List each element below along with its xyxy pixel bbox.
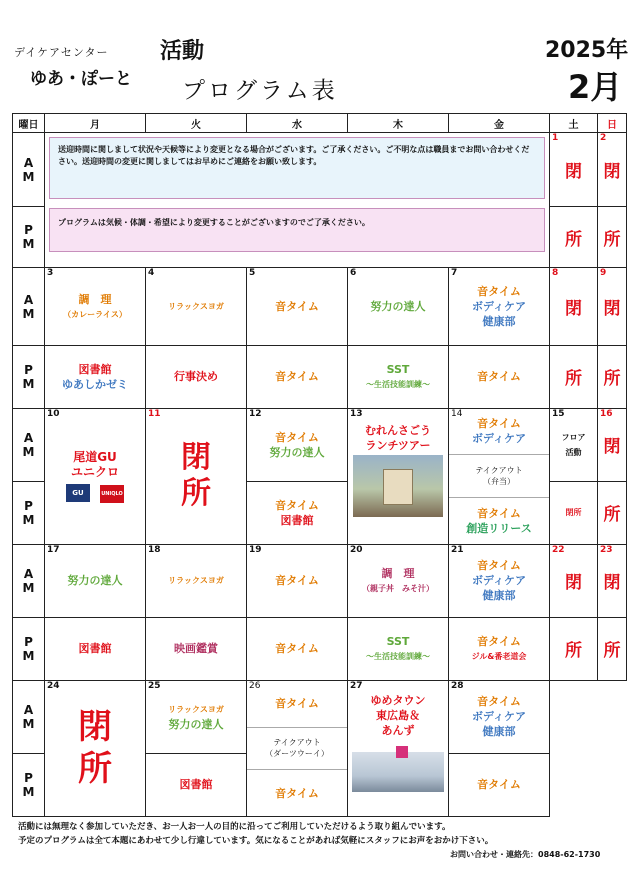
w4-tue-pm: 映画鑑賞 <box>146 617 247 680</box>
header-tue: 火 <box>146 114 247 133</box>
w3-sun-pm: 所 <box>598 481 627 544</box>
pm-label: P M <box>13 481 45 544</box>
am-label: A M <box>13 544 45 617</box>
w3-wed-pm: 音タイム 図書館 <box>247 481 348 544</box>
w2-sun-am: 9 閉 <box>598 268 627 345</box>
w2-mon-pm: 図書館 ゆあしかゼミ <box>45 345 146 408</box>
w5-fri-am: 28 音タイム ボディケア 健康部 <box>449 680 550 753</box>
w3-mon: 10 尾道GU ユニクロ GU UNIQLO <box>45 408 146 544</box>
w3-fri: 14 音タイム ボディケア テイクアウト （弁当） 音タイム 創造リリース <box>449 408 550 544</box>
w5-mon-closed: 24 閉 所 <box>45 680 146 816</box>
am-label: A M <box>13 133 45 207</box>
year-label: 2025年 <box>545 38 629 63</box>
notice-pink: プログラムは気候・体調・希望により変更することがございますのでご了承ください。 <box>49 208 545 252</box>
w4-wed-pm: 音タイム <box>247 617 348 680</box>
month-label: 2月 <box>568 68 623 106</box>
header-mon: 月 <box>45 114 146 133</box>
w4-wed-am: 19 音タイム <box>247 544 348 617</box>
notice-blue: 送迎時間に関しまして状況や天候等により変更となる場合がございます。ご了承ください。ご不明な点は職員までお問い合わせください。送迎時間の変更に関しましてはお早めにご連絡をお願い致します。 <box>49 137 545 199</box>
w2-fri-am: 7 音タイム ボディケア 健康部 <box>449 268 550 345</box>
w4-sun-pm: 所 <box>598 617 627 680</box>
w5-empty <box>550 680 627 816</box>
w4-tue-am: 18 リラックスヨガ <box>146 544 247 617</box>
w3-thu: 13 むれんさごう ランチツアー <box>348 408 449 544</box>
w3-sat-am: 15 フロア 活動 <box>550 408 598 481</box>
pm-label: P M <box>13 207 45 268</box>
lunch-photo <box>353 455 443 517</box>
gu-logo: GU <box>66 484 90 502</box>
title-line1: 活動 <box>160 39 205 64</box>
w4-sat-pm: 所 <box>550 617 598 680</box>
shopping-photo <box>352 752 444 792</box>
sat-am-closed: 1 閉 <box>550 133 598 207</box>
org-name: ゆあ・ぽーと <box>30 69 132 89</box>
header-sun: 日 <box>598 114 627 133</box>
pm-label: P M <box>13 345 45 408</box>
header-sat: 土 <box>550 114 598 133</box>
w3-tue-closed: 11 閉 所 <box>146 408 247 544</box>
w2-fri-pm: 音タイム <box>449 345 550 408</box>
w2-wed-am: 5 音タイム <box>247 268 348 345</box>
sun-pm-closed: 所 <box>598 207 627 268</box>
header-weekday: 曜日 <box>13 114 45 133</box>
header-fri: 金 <box>449 114 550 133</box>
w4-thu-pm: SST ～生活技能訓練～ <box>348 617 449 680</box>
header-thu: 木 <box>348 114 449 133</box>
w2-wed-pm: 音タイム <box>247 345 348 408</box>
w3-sun-am: 16 閉 <box>598 408 627 481</box>
w3-sat-pm: 閉所 <box>550 481 598 544</box>
am-label: A M <box>13 408 45 481</box>
pm-label: P M <box>13 617 45 680</box>
w2-thu-pm: SST ～生活技能訓練～ <box>348 345 449 408</box>
w5-thu: 27 ゆめタウン 東広島＆ あんず <box>348 680 449 816</box>
header-wed: 水 <box>247 114 348 133</box>
w2-sat-pm: 所 <box>550 345 598 408</box>
notice-cell <box>45 133 550 268</box>
title-line2: プログラム表 <box>182 78 338 104</box>
w4-sun-am: 23 閉 <box>598 544 627 617</box>
w4-fri-pm: 音タイム ジル&番老道会 <box>449 617 550 680</box>
w3-wed-am: 12 音タイム 努力の達人 <box>247 408 348 481</box>
uniqlo-logo: UNIQLO <box>100 485 124 503</box>
w5-fri-pm: 音タイム <box>449 753 550 816</box>
footer-line2: 予定のプログラムは全て本題にあわせて少し行違しています。気になることがあれば気軽にスタッフにお声をおかけ下さい。 <box>18 836 494 846</box>
pm-label: P M <box>13 753 45 816</box>
w4-sat-am: 22 閉 <box>550 544 598 617</box>
org-subtitle: デイケアセンター <box>14 46 109 59</box>
am-label: A M <box>13 680 45 753</box>
w2-tue-am: 4 リラックスヨガ <box>146 268 247 345</box>
w5-wed: 26 音タイム テイクアウト （ダーツウーイ） 音タイム <box>247 680 348 816</box>
w4-fri-am: 21 音タイム ボディケア 健康部 <box>449 544 550 617</box>
w2-tue-pm: 行事決め <box>146 345 247 408</box>
schedule-table <box>12 113 627 817</box>
contact-line: お問い合わせ・連絡先：0848-62-1730 <box>450 850 601 859</box>
w5-tue-am: 25 リラックスヨガ 努力の達人 <box>146 680 247 753</box>
am-label: A M <box>13 268 45 345</box>
w2-sun-pm: 所 <box>598 345 627 408</box>
w2-sat-am: 8 閉 <box>550 268 598 345</box>
footer-line1: 活動には無理なく参加していただき、お一人お一人の目的に沿ってご利用していただけるよう取り組んでいます。 <box>18 822 451 832</box>
w4-mon-pm: 図書館 <box>45 617 146 680</box>
w4-thu-am: 20 調 理 （親子丼 みそ汁） <box>348 544 449 617</box>
w2-thu-am: 6 努力の達人 <box>348 268 449 345</box>
w5-tue-pm: 図書館 <box>146 753 247 816</box>
w4-mon-am: 17 努力の達人 <box>45 544 146 617</box>
sun-am-closed: 2 閉 <box>598 133 627 207</box>
sat-pm-closed: 所 <box>550 207 598 268</box>
w2-mon-am: 3 調 理 （カレーライス） <box>45 268 146 345</box>
